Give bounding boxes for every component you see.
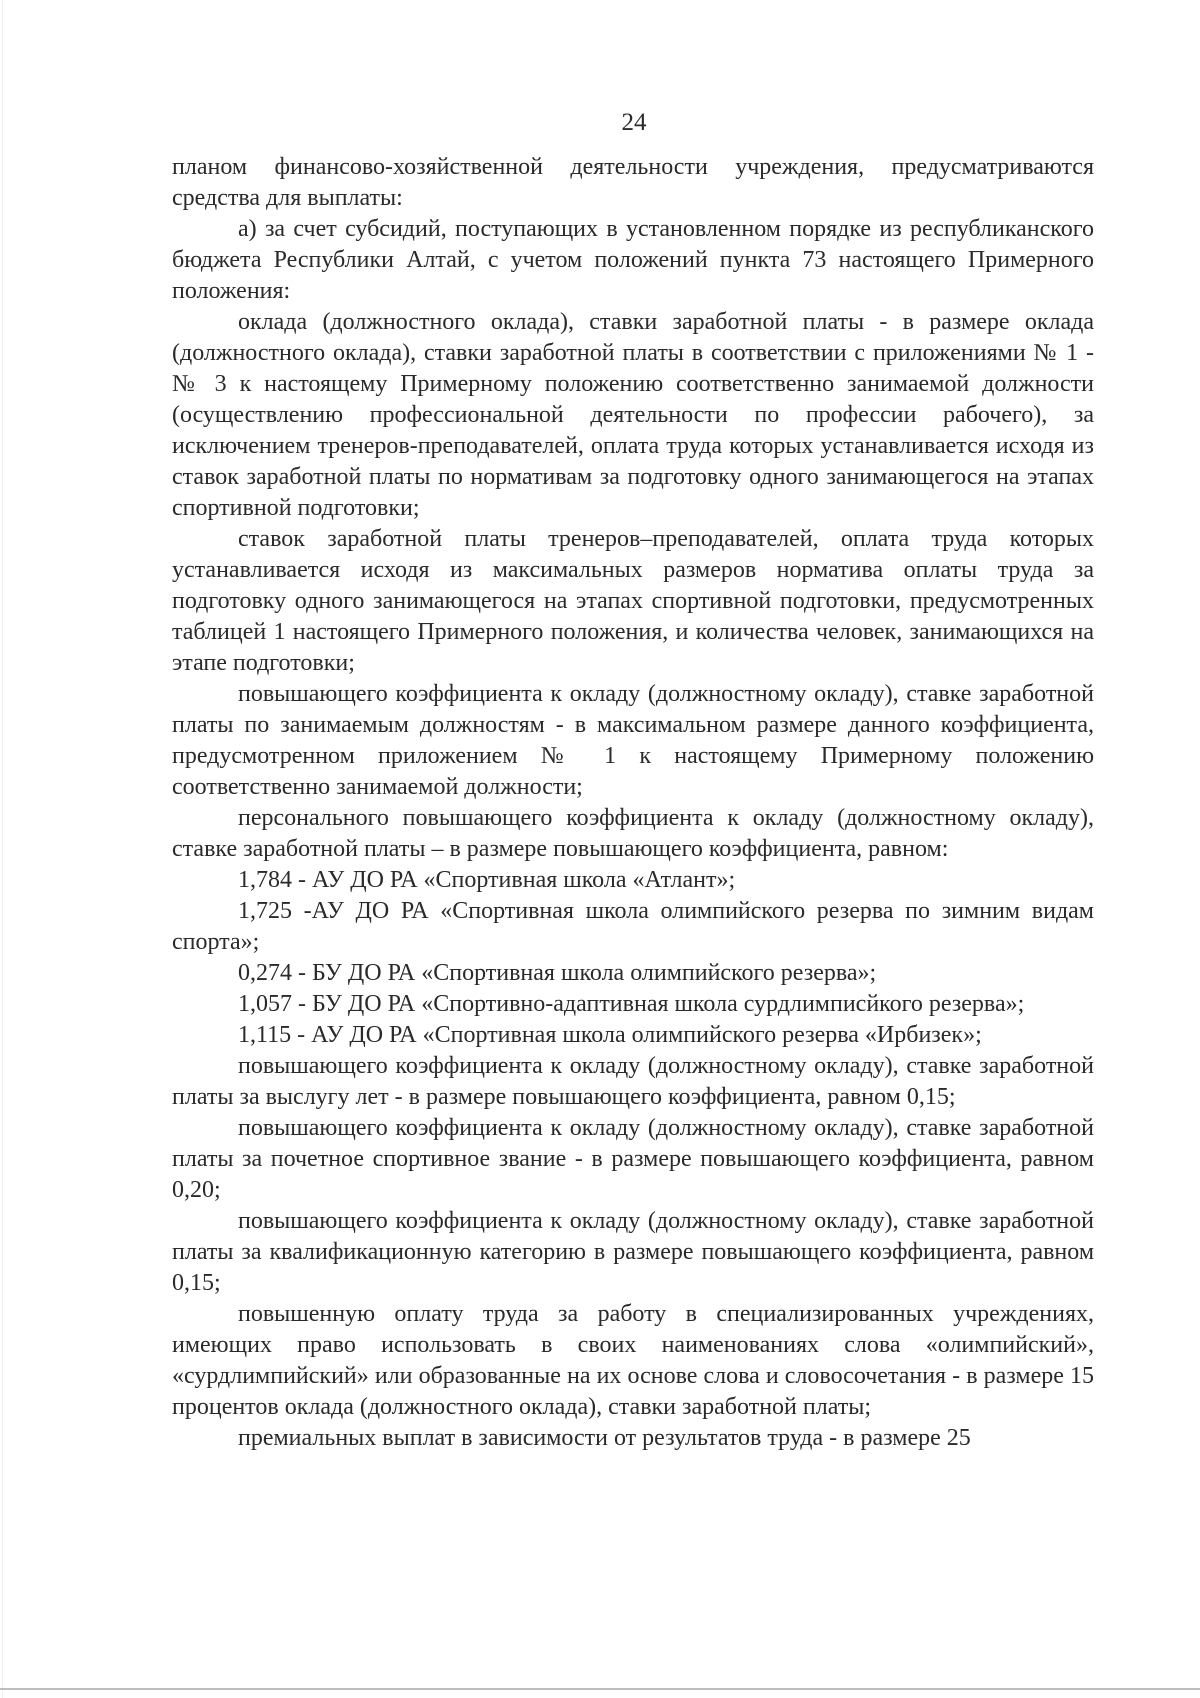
scan-edge: [2, 0, 3, 1698]
page-number: 24: [621, 109, 647, 136]
scan-bottom-edge: [0, 1688, 1200, 1690]
paragraph-position-coefficient: повышающего коэффициента к окладу (должностному окладу), ставке заработной платы по занимаемым должностям - в максимальном размере данного коэффициента, предусмотренном приложением № 1 к настоящему Примерному положению соответственно занимаемой должности;: [172, 681, 1094, 800]
list-item-adaptive-school: 1,057 - БУ ДО РА «Спортивно-адаптивная школа сурдлимписйкого резерва»;: [238, 991, 1025, 1017]
document-body: [172, 152, 1094, 1454]
list-item-atlant: 1,784 - АУ ДО РА «Спортивная школа «Атлант»;: [238, 867, 736, 893]
paragraph-seniority-coefficient: повышающего коэффициента к окладу (должностному окладу), ставке заработной платы за выслугу лет - в размере повышающего коэффициента, равном 0,15;: [172, 1053, 1094, 1110]
list-item-irbizek: 1,115 - АУ ДО РА «Спортивная школа олимпийского резерва «Ирбизек»;: [238, 1022, 982, 1048]
paragraph-continuation: планом финансово-хозяйственной деятельности учреждения, предусматриваются средства для выплаты:: [172, 154, 1094, 211]
paragraph-personal-coefficient: персонального повышающего коэффициента к окладу (должностному окладу), ставке заработной платы – в размере повышающего коэффициента, равном:: [172, 805, 1094, 862]
list-item-olympic-reserve: 0,274 - БУ ДО РА «Спортивная школа олимпийского резерва»;: [238, 960, 877, 986]
paragraph-bonus-payments: премиальных выплат в зависимости от результатов труда - в размере 25: [238, 1425, 971, 1451]
paragraph-honorary-title-coefficient: повышающего коэффициента к окладу (должностному окладу), ставке заработной платы за почетное спортивное звание - в размере повышающего коэффициента, равном 0,20;: [172, 1115, 1094, 1203]
paragraph-specialized-institutions: повышенную оплату труда за работу в специализированных учреждениях, имеющих право использовать в своих наименованиях слова «олимпийский», «сурдлимпийский» или образованные на их основе слова и словосочетания - в размере 15 процентов оклада (должностного оклада), ставки заработной платы;: [172, 1301, 1094, 1420]
paragraph-qualification-coefficient: повышающего коэффициента к окладу (должностному окладу), ставке заработной платы за квалификационную категорию в размере повышающего коэффициента, равном 0,15;: [172, 1208, 1094, 1296]
list-item-winter-sports: 1,725 -АУ ДО РА «Спортивная школа олимпийского резерва по зимним видам спорта»;: [172, 898, 1094, 955]
paragraph-subsidies: а) за счет субсидий, поступающих в установленном порядке из республиканского бюджета Республики Алтай, с учетом положений пункта 73 настоящего Примерного положения:: [172, 216, 1094, 304]
paragraph-salary: оклада (должностного оклада), ставки заработной платы - в размере оклада (должностного оклада), ставки заработной платы в соответствии с приложениями № 1 - № 3 к настоящему Примерному положению соответственно занимаемой должности (осуществлению профессиональной деятельности по профессии рабочего), за исключением тренеров-преподавателей, оплата труда которых устанавливается исходя из ставок заработной платы по нормативам за подготовку одного занимающегося на этапах спортивной подготовки;: [172, 309, 1094, 521]
paragraph-trainer-rates: ставок заработной платы тренеров–преподавателей, оплата труда которых устанавливается исходя из максимальных размеров норматива оплаты труда за подготовку одного занимающегося на этапах спортивной подготовки, предусмотренных таблицей 1 настоящего Примерного положения, и количества человек, занимающихся на этапе подготовки;: [172, 526, 1094, 676]
